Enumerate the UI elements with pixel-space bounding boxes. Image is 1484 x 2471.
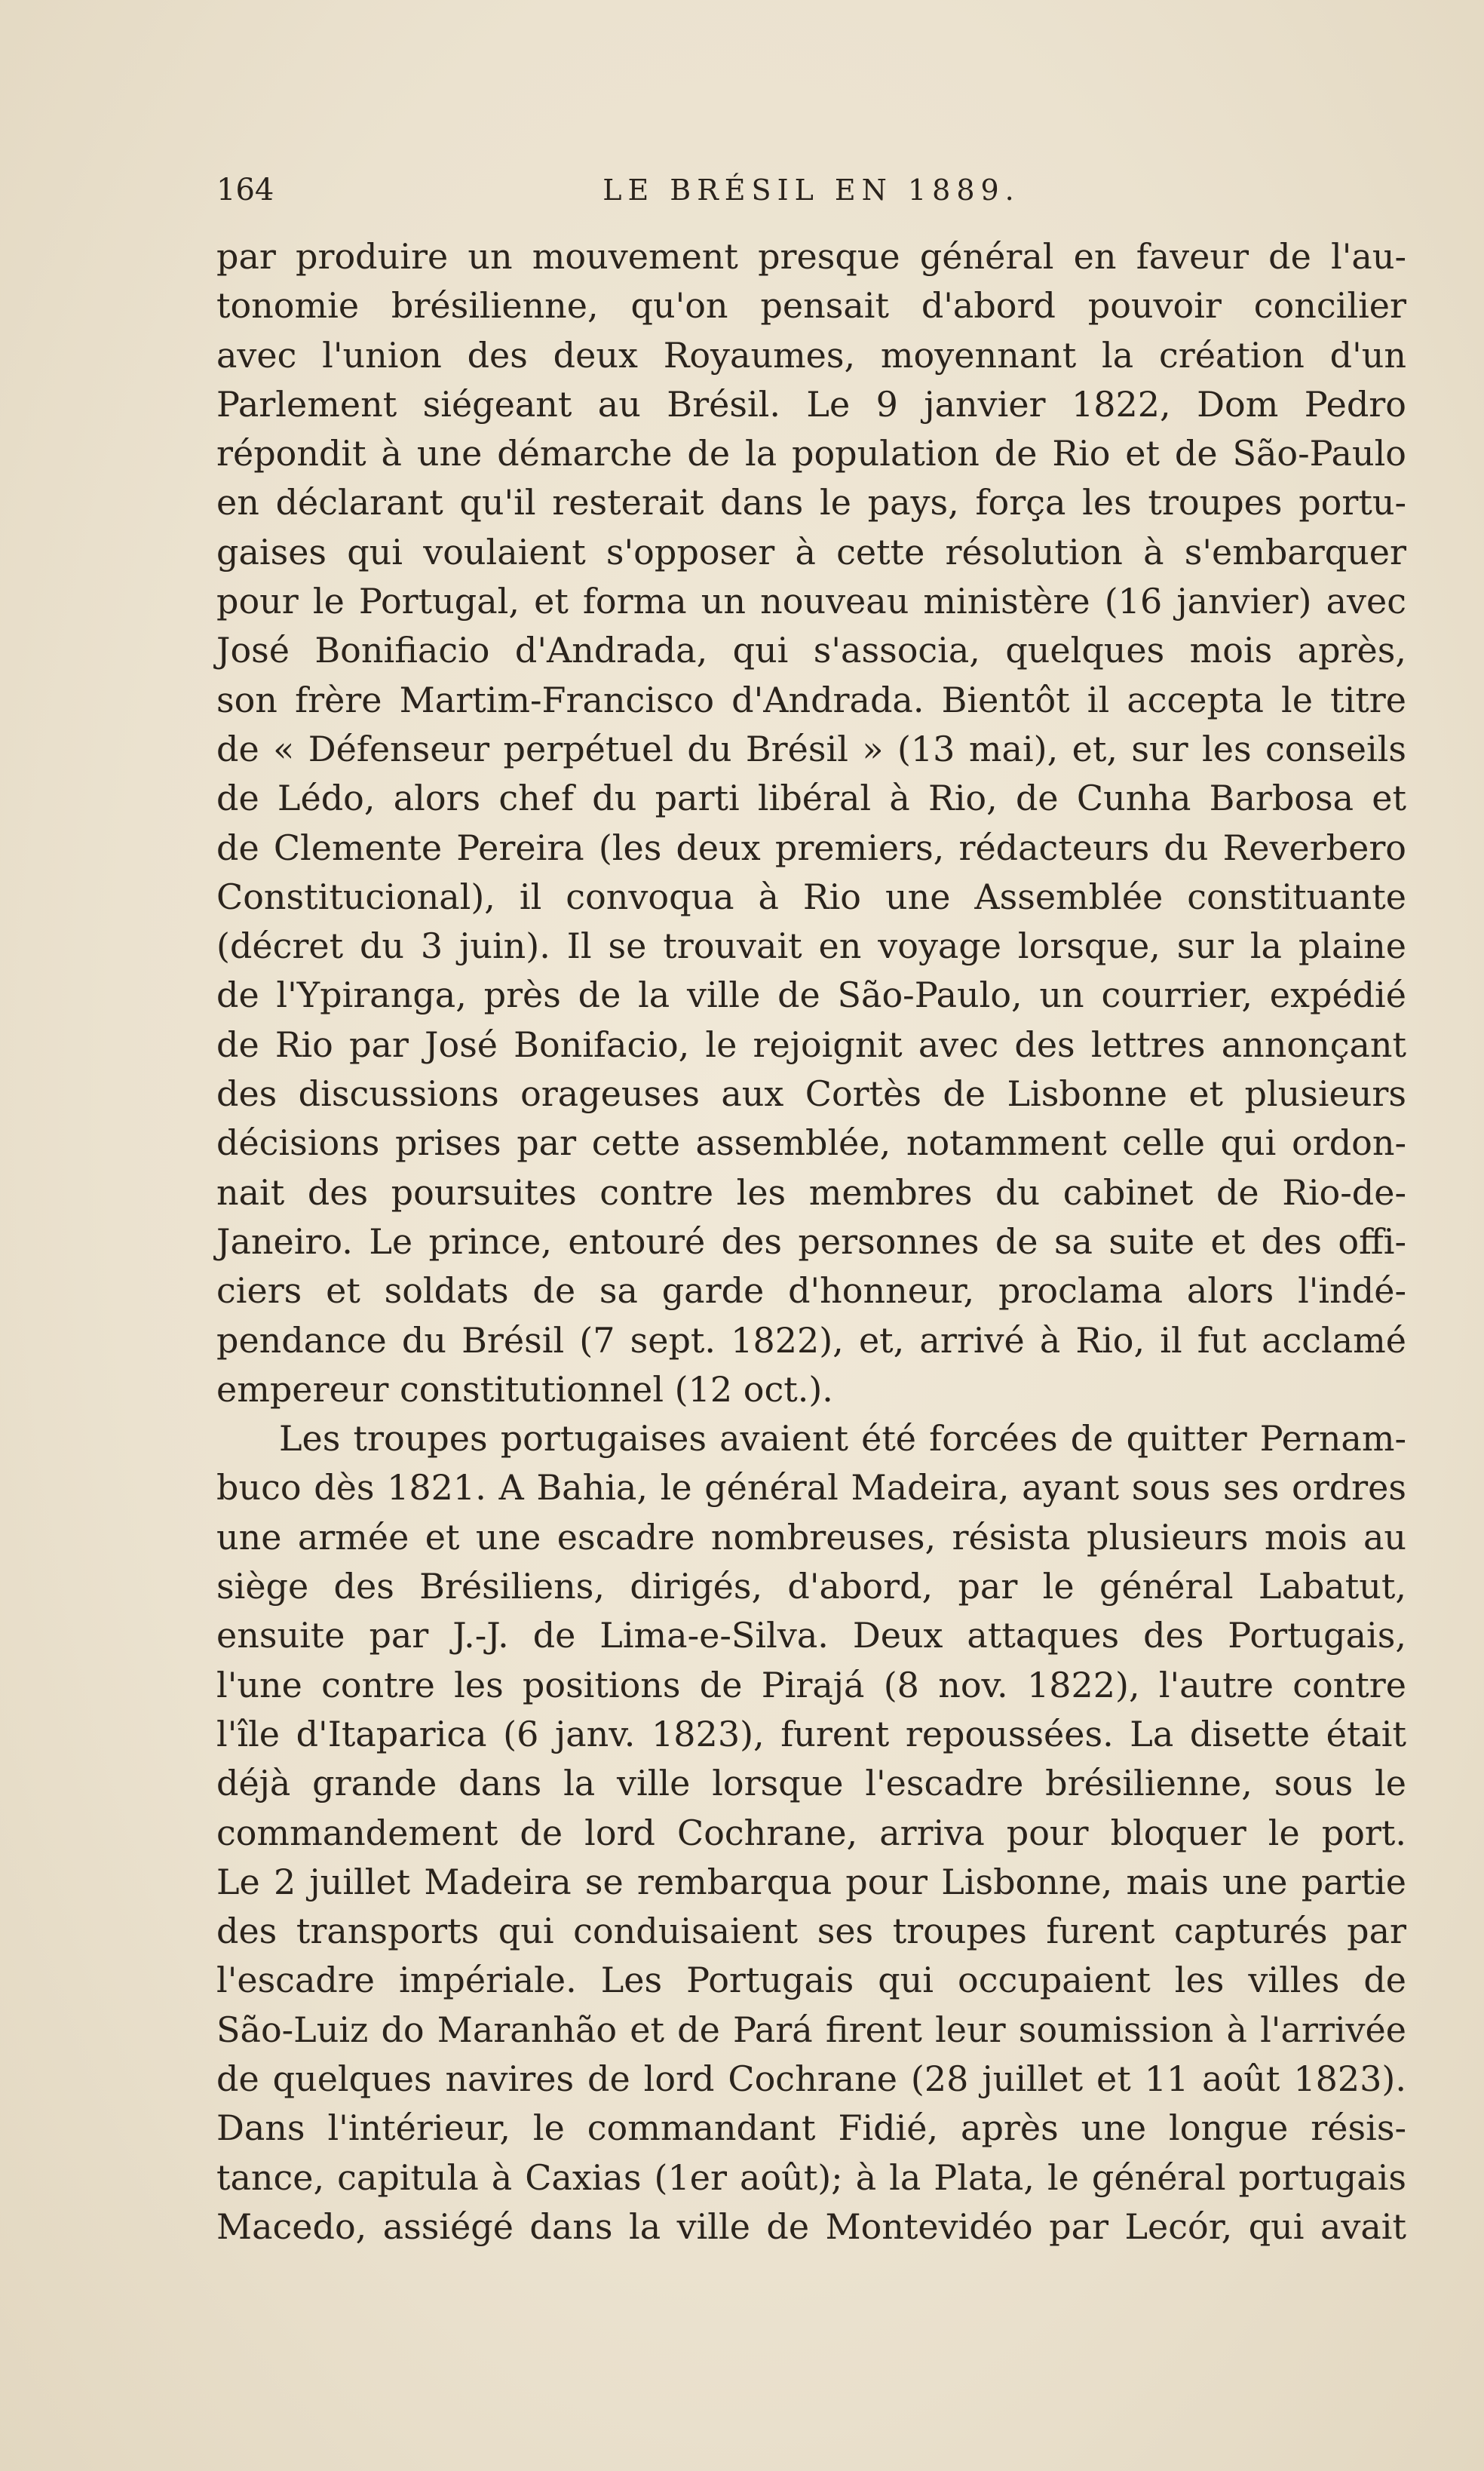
text-line: nait des poursuites contre les membres du cabinet de Rio-de- (216, 1171, 1406, 1213)
text-line: répondit à une démarche de la population de Rio et de São-Paulo (216, 433, 1406, 474)
text-line: de « Défenseur perpétuel du Brésil » (13 mai), et, sur les conseils (216, 728, 1406, 769)
text-line: Dans l'intérieur, le commandant Fidié, après une longue résis- (216, 2107, 1406, 2149)
text-line: de quelques navires de lord Cochrane (28 juillet et 11 août 1823). (216, 2058, 1406, 2099)
text-line: de Lédo, alors chef du parti libéral à Rio, de Cunha Barbosa et (216, 778, 1406, 819)
text-line: tonomie brésilienne, qu'on pensait d'abord pouvoir concilier (216, 285, 1406, 327)
page-header (216, 167, 1406, 213)
text-line: l'île d'Itaparica (6 janv. 1823), furent repoussées. La disette était (216, 1713, 1406, 1754)
text-line: son frère Martim-Francisco d'Andrada. Bientôt il accepta le titre (216, 679, 1406, 720)
text-line: pendance du Brésil (7 sept. 1822), et, arrivé à Rio, il fut acclamé (216, 1319, 1406, 1361)
text-line: décisions prises par cette assemblée, notamment celle qui ordon- (216, 1122, 1406, 1164)
text-line: Le 2 juillet Madeira se rembarqua pour Lisbonne, mais une partie (216, 1861, 1406, 1902)
text-line: Janeiro. Le prince, entouré des personnes de sa suite et des offi- (216, 1220, 1406, 1262)
text-line: avec l'union des deux Royaumes, moyennant la création d'un (216, 334, 1406, 376)
text-line: (décret du 3 juin). Il se trouvait en voyage lorsque, sur la plaine (216, 925, 1406, 967)
page-number: 164 (216, 173, 274, 207)
text-line: empereur constitutionnel (12 oct.). (216, 1368, 833, 1410)
text-line: ensuite par J.-J. de Lima-e-Silva. Deux attaques des Portugais, (216, 1615, 1406, 1656)
text-line: l'escadre impériale. Les Portugais qui occupaient les villes de (216, 1960, 1406, 2001)
text-line: Parlement siégeant au Brésil. Le 9 janvier 1822, Dom Pedro (216, 383, 1406, 425)
running-title: LE BRÉSIL EN 1889. (602, 173, 1020, 207)
text-line: de l'Ypiranga, près de la ville de São-Paulo, un courrier, expédié (216, 975, 1406, 1016)
text-line: buco dès 1821. A Bahia, le général Madeira, ayant sous ses ordres (216, 1467, 1406, 1509)
text-line: ciers et soldats de sa garde d'honneur, proclama alors l'indé- (216, 1270, 1406, 1312)
text-line: gaises qui voulaient s'opposer à cette résolution à s'embarquer (216, 531, 1406, 572)
text-line: tance, capitula à Caxias (1er août); à la Plata, le général portugais (216, 2156, 1406, 2198)
text-line: siège des Brésiliens, dirigés, d'abord, par le général Labatut, (216, 1566, 1406, 1607)
text-line: São-Luiz do Maranhão et de Pará firent leur soumission à l'arrivée (216, 2009, 1406, 2050)
text-line: pour le Portugal, et forma un nouveau ministère (16 janvier) avec (216, 581, 1406, 622)
text-line: l'une contre les positions de Pirajá (8 nov. 1822), l'autre contre (216, 1664, 1406, 1705)
text-line: déjà grande dans la ville lorsque l'escadre brésilienne, sous le (216, 1763, 1406, 1804)
text-line: Macedo, assiégé dans la ville de Montevidéo par Lecór, qui avait (216, 2205, 1406, 2247)
text-line: par produire un mouvement presque général en faveur de l'au- (216, 236, 1406, 277)
text-line: des discussions orageuses aux Cortès de Lisbonne et plusieurs (216, 1073, 1406, 1115)
text-line: en déclarant qu'il resterait dans le pays, força les troupes portu- (216, 482, 1406, 523)
text-line: commandement de lord Cochrane, arriva pour bloquer le port. (216, 1812, 1406, 1853)
text-line: de Clemente Pereira (les deux premiers, rédacteurs du Reverbero (216, 827, 1406, 868)
text-line: José Bonifiacio d'Andrada, qui s'associa, quelques mois après, (216, 630, 1406, 671)
text-line: une armée et une escadre nombreuses, résista plusieurs mois au (216, 1516, 1406, 1558)
text-line: Les troupes portugaises avaient été forcées de quitter Pernam- (279, 1418, 1406, 1460)
body-text (216, 232, 1406, 2252)
text-line: des transports qui conduisaient ses troupes furent capturés par (216, 1911, 1406, 1952)
text-line: Constitucional), il convoqua à Rio une Assemblée constituante (216, 876, 1406, 917)
text-line: de Rio par José Bonifacio, le rejoignit avec des lettres annonçant (216, 1024, 1406, 1065)
